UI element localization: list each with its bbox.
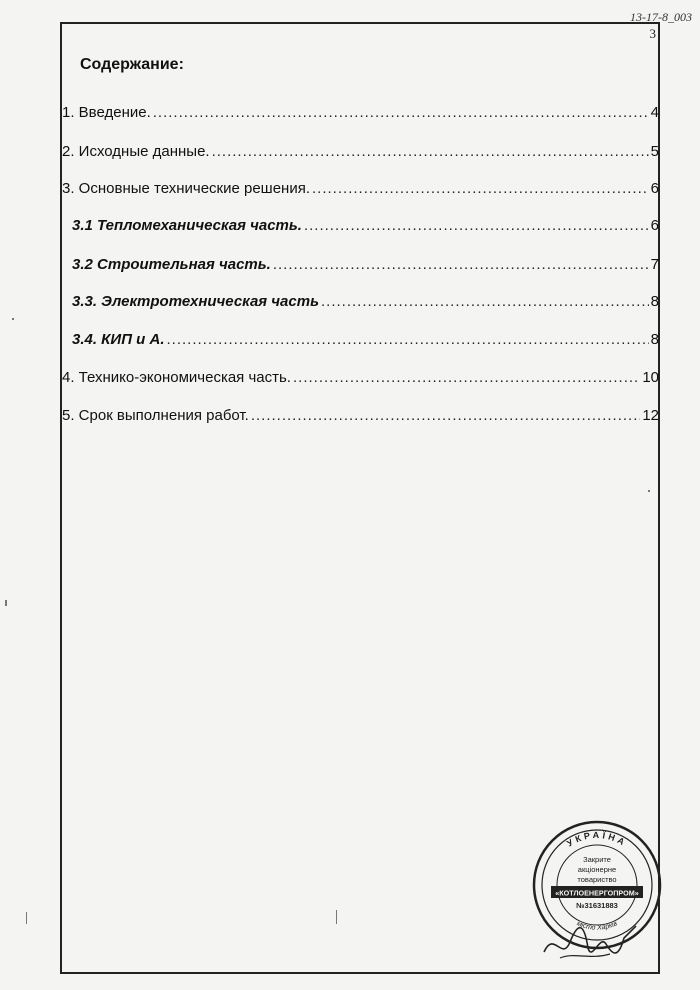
seal-bottom-text: місто Харків: [575, 920, 619, 932]
toc-entry-label: 4. Технико-экономическая часть.: [62, 369, 291, 386]
toc-entry-3-2: [72, 256, 659, 273]
toc-entry-page: 12: [642, 407, 659, 424]
toc-title: Содержание:: [80, 56, 184, 73]
toc-leader-dots: [273, 256, 649, 273]
toc-entry-3: [62, 180, 659, 197]
page-number: 3: [649, 26, 656, 41]
toc-entry-2: [62, 143, 659, 160]
scan-speck: [336, 910, 337, 924]
toc-entry-page: 8: [650, 331, 659, 348]
toc-entry-5: [62, 407, 659, 424]
toc-entry-page: 5: [650, 143, 659, 160]
scan-speck: [5, 600, 7, 606]
toc-leader-dots: [166, 331, 648, 348]
toc-entry-label: 1. Введение.: [62, 104, 151, 121]
seal-line-3: товариство: [577, 875, 617, 884]
seal-line-4: «КОТЛОЕНЕРГОПРОМ»: [555, 888, 639, 898]
toc-leader-dots: [312, 180, 649, 197]
scan-speck: [12, 318, 14, 320]
toc-entry-label: 5. Срок выполнения работ.: [62, 407, 249, 424]
toc-leader-dots: [212, 143, 649, 160]
toc-entry-page: 6: [650, 180, 659, 197]
seal-line-1: Закрите: [583, 855, 611, 864]
toc-entry-3-3: [72, 293, 659, 310]
toc-entry-label: 3.4. КИП и А.: [72, 331, 165, 348]
toc-leader-dots: [251, 407, 641, 424]
toc-entry-page: 4: [650, 104, 659, 121]
signature: [540, 912, 640, 966]
toc-leader-dots: [304, 217, 649, 234]
toc-entry-3-4: [72, 331, 659, 348]
seal-line-2: акціонерне: [577, 865, 617, 874]
toc-entry-1: [62, 104, 659, 121]
toc-entry-page: 8: [650, 293, 659, 310]
toc-entry-page: 10: [642, 369, 659, 386]
toc-entry-page: 7: [650, 256, 659, 273]
scan-speck: [26, 912, 27, 924]
toc-entry-page: 6: [650, 217, 659, 234]
seal-line-5: №31631883: [576, 901, 618, 910]
scan-speck: [648, 490, 650, 492]
toc-entry-label: 3. Основные технические решения.: [62, 180, 311, 197]
toc-leader-dots: [153, 104, 649, 121]
toc-entry-label: 3.2 Строительная часть.: [72, 256, 271, 273]
document-id: 13-17-8_003: [630, 10, 692, 24]
toc-entry-3-1: [72, 217, 659, 234]
toc-entry-4: [62, 369, 659, 386]
toc-entry-label: 2. Исходные данные.: [62, 143, 210, 160]
toc-leader-dots: [293, 369, 640, 386]
toc-leader-dots: [321, 293, 649, 310]
toc-entry-label: 3.3. Электротехническая часть: [72, 293, 319, 310]
seal-outer-text: УКРАЇНА: [565, 829, 629, 849]
toc-entry-label: 3.1 Тепломеханическая часть.: [72, 217, 302, 234]
